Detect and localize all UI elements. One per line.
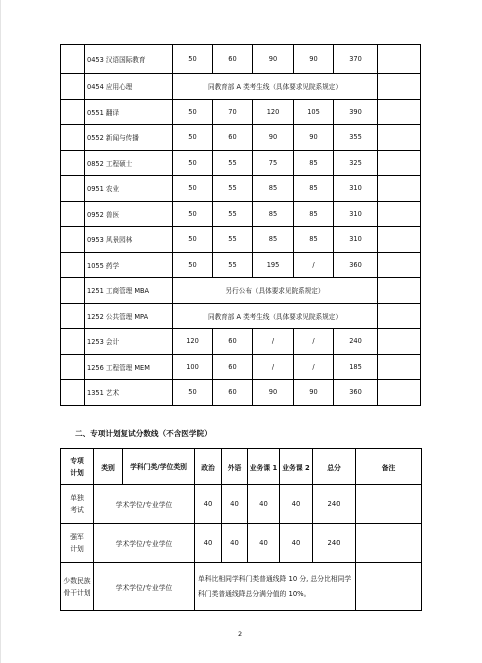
header-total: 总分 [313, 449, 356, 485]
merged-note-cell: 另行公布（具体要求见院系规定） [173, 278, 378, 304]
course1-cell: / [253, 329, 294, 355]
score-table-professional [60, 44, 421, 406]
major-name-cell: 0951 农业 [85, 176, 173, 202]
course2-cell: / [294, 329, 334, 355]
course1-cell: 40 [248, 485, 280, 524]
blank-cell [61, 45, 85, 74]
category-cell: 学术学位/专业学位 [94, 524, 195, 563]
blank-cell [61, 227, 85, 253]
total-cell: 370 [334, 45, 378, 74]
header-politics: 政治 [195, 449, 222, 485]
section-heading: 二、专项计划复试分数线（不含医学院） [75, 429, 212, 438]
table-row [61, 524, 422, 563]
blank-cell [61, 150, 85, 176]
course2-cell: 90 [294, 380, 334, 406]
language-cell: 40 [222, 485, 248, 524]
total-cell: 310 [334, 201, 378, 227]
plan-cell: 少数民族骨干计划 [61, 563, 94, 611]
merged-note-cell: 同教育部 A 类考生线（具体要求见院系规定） [173, 303, 378, 329]
header-category: 类别 [94, 449, 123, 485]
plan-cell: 强军计划 [61, 524, 94, 563]
course1-cell: 90 [253, 380, 294, 406]
remark-cell [356, 524, 422, 563]
course2-cell: 85 [294, 201, 334, 227]
blank-cell [61, 303, 85, 329]
major-name-cell: 0852 工程硕士 [85, 150, 173, 176]
language-cell: 60 [213, 125, 253, 151]
language-cell: 55 [213, 252, 253, 278]
major-name-cell: 1252 公共管理 MPA [85, 303, 173, 329]
total-cell: 240 [334, 329, 378, 355]
course2-cell: 85 [294, 150, 334, 176]
blank-cell [61, 354, 85, 380]
table-row [61, 278, 421, 304]
politics-cell: 50 [173, 125, 213, 151]
major-name-cell: 0952 兽医 [85, 201, 173, 227]
header-course2: 业务课 2 [280, 449, 313, 485]
total-cell: 310 [334, 176, 378, 202]
course1-cell: 120 [253, 99, 294, 125]
page-number: 2 [238, 630, 243, 638]
header-discipline: 学科门类/学位类别 [123, 449, 195, 485]
blank-cell [378, 227, 421, 253]
major-name-cell: 1351 艺术 [85, 380, 173, 406]
blank-cell [378, 99, 421, 125]
plan-cell: 单独考试 [61, 485, 94, 524]
blank-cell [378, 150, 421, 176]
course1-cell: 85 [253, 201, 294, 227]
blank-cell [61, 176, 85, 202]
remark-cell [356, 563, 422, 611]
language-cell: 60 [213, 354, 253, 380]
page-edge [0, 0, 1, 663]
major-name-cell: 0454 应用心理 [85, 74, 173, 100]
course2-cell: 40 [280, 524, 313, 563]
header-language: 外语 [222, 449, 248, 485]
blank-cell [61, 380, 85, 406]
blank-cell [61, 74, 85, 100]
table-row [61, 150, 421, 176]
course1-cell: 40 [248, 524, 280, 563]
course2-cell: 105 [294, 99, 334, 125]
blank-cell [61, 252, 85, 278]
course1-cell: 85 [253, 227, 294, 253]
blank-cell [378, 74, 421, 100]
total-cell: 240 [313, 485, 356, 524]
score-table-special-plans [60, 448, 422, 611]
header-remark: 备注 [356, 449, 422, 485]
blank-cell [61, 125, 85, 151]
table-header-row [61, 449, 422, 485]
table-row [61, 303, 421, 329]
table-row [61, 252, 421, 278]
blank-cell [61, 201, 85, 227]
major-name-cell: 0552 新闻与传播 [85, 125, 173, 151]
blank-cell [61, 329, 85, 355]
course2-cell: 40 [280, 485, 313, 524]
politics-cell: 50 [173, 227, 213, 253]
blank-cell [378, 125, 421, 151]
note-cell: 单科比相同学科门类普通线降 10 分, 总分比相同学科门类普通线降总分满分值的 10%。 [195, 563, 356, 611]
category-cell: 学术学位/专业学位 [94, 563, 195, 611]
total-cell: 360 [334, 252, 378, 278]
merged-note-cell: 同教育部 A 类考生线（具体要求见院系规定） [173, 74, 378, 100]
major-name-cell: 1251 工商管理 MBA [85, 278, 173, 304]
course1-cell: 90 [253, 45, 294, 74]
remark-cell [356, 485, 422, 524]
language-cell: 70 [213, 99, 253, 125]
major-name-cell: 0453 汉语国际教育 [85, 45, 173, 74]
course1-cell: 75 [253, 150, 294, 176]
politics-cell: 50 [173, 380, 213, 406]
course2-cell: / [294, 252, 334, 278]
table-row [61, 176, 421, 202]
blank-cell [378, 329, 421, 355]
blank-cell [378, 201, 421, 227]
major-name-cell: 0551 翻译 [85, 99, 173, 125]
politics-cell: 50 [173, 201, 213, 227]
blank-cell [378, 380, 421, 406]
major-name-cell: 1253 会计 [85, 329, 173, 355]
total-cell: 310 [334, 227, 378, 253]
language-cell: 40 [222, 524, 248, 563]
total-cell: 390 [334, 99, 378, 125]
politics-cell: 40 [195, 485, 222, 524]
table-row [61, 354, 421, 380]
language-cell: 55 [213, 201, 253, 227]
blank-cell [378, 303, 421, 329]
category-cell: 学术学位/专业学位 [94, 485, 195, 524]
total-cell: 355 [334, 125, 378, 151]
blank-cell [378, 176, 421, 202]
table-row [61, 227, 421, 253]
table-row [61, 125, 421, 151]
table-row [61, 99, 421, 125]
table-row [61, 380, 421, 406]
course2-cell: 85 [294, 176, 334, 202]
course2-cell: 90 [294, 45, 334, 74]
course2-cell: 85 [294, 227, 334, 253]
course2-cell: 90 [294, 125, 334, 151]
politics-cell: 50 [173, 45, 213, 74]
table-row [61, 74, 421, 100]
total-cell: 185 [334, 354, 378, 380]
politics-cell: 120 [173, 329, 213, 355]
total-cell: 240 [313, 524, 356, 563]
blank-cell [378, 278, 421, 304]
language-cell: 55 [213, 150, 253, 176]
politics-cell: 50 [173, 176, 213, 202]
major-name-cell: 0953 风景园林 [85, 227, 173, 253]
table-row [61, 485, 422, 524]
header-plan: 专项计划 [61, 449, 94, 485]
politics-cell: 100 [173, 354, 213, 380]
blank-cell [61, 278, 85, 304]
course1-cell: 195 [253, 252, 294, 278]
language-cell: 60 [213, 45, 253, 74]
politics-cell: 50 [173, 150, 213, 176]
table-row [61, 329, 421, 355]
language-cell: 55 [213, 227, 253, 253]
total-cell: 325 [334, 150, 378, 176]
politics-cell: 50 [173, 252, 213, 278]
major-name-cell: 1256 工程管理 MEM [85, 354, 173, 380]
header-course1: 业务课 1 [248, 449, 280, 485]
course2-cell: / [294, 354, 334, 380]
politics-cell: 50 [173, 99, 213, 125]
blank-cell [378, 45, 421, 74]
total-cell: 360 [334, 380, 378, 406]
politics-cell: 40 [195, 524, 222, 563]
blank-cell [378, 252, 421, 278]
blank-cell [61, 99, 85, 125]
major-name-cell: 1055 药学 [85, 252, 173, 278]
table-row [61, 563, 422, 611]
table-row [61, 201, 421, 227]
table-row [61, 45, 421, 74]
language-cell: 60 [213, 380, 253, 406]
course1-cell: 85 [253, 176, 294, 202]
language-cell: 60 [213, 329, 253, 355]
language-cell: 55 [213, 176, 253, 202]
course1-cell: / [253, 354, 294, 380]
blank-cell [378, 354, 421, 380]
course1-cell: 90 [253, 125, 294, 151]
